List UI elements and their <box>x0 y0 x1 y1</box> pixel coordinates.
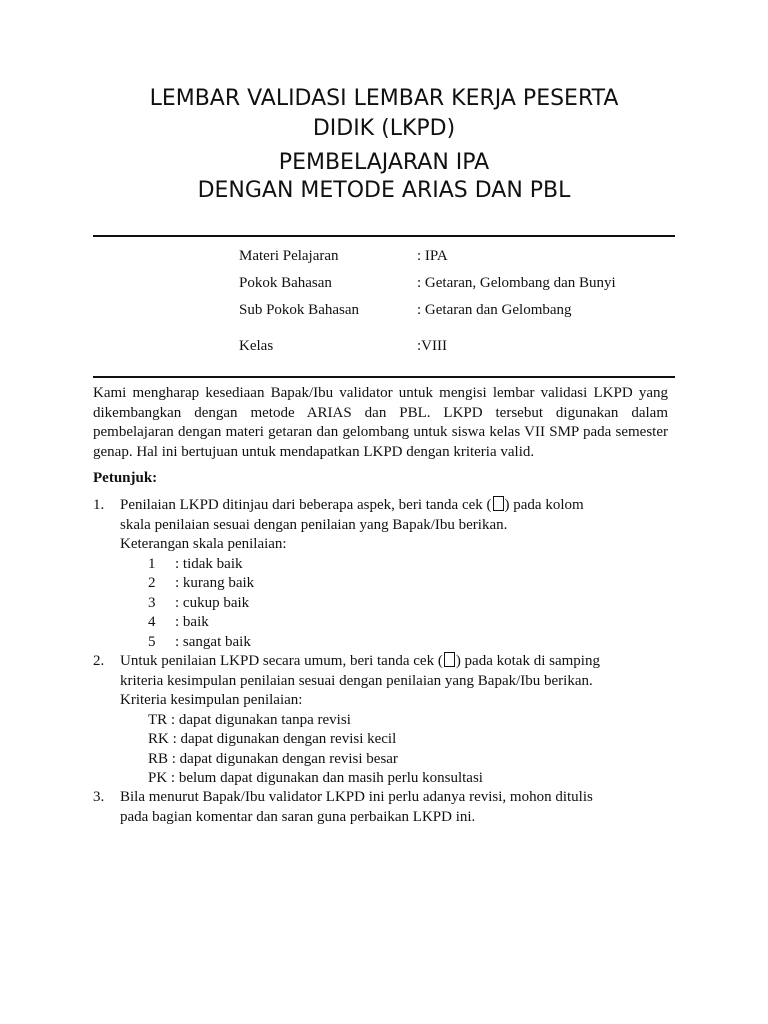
checkmark-icon <box>444 652 455 667</box>
info-value-kelas: :VIII <box>417 338 447 354</box>
document-subtitle-line-2: DENGAN METODE ARIAS DAN PBL <box>197 178 571 203</box>
scale-number: 3 <box>148 594 156 611</box>
scale-number: 5 <box>148 633 156 650</box>
scale-description: : kurang baik <box>175 575 255 591</box>
instructions-heading: Petunjuk: <box>93 470 158 486</box>
instruction-1-number: 1. <box>93 497 105 513</box>
instruction-1-line-1 <box>120 496 584 516</box>
top-divider <box>93 235 675 237</box>
document-subtitle-line-1: PEMBELAJARAN IPA <box>278 150 490 175</box>
scale-number: 4 <box>148 614 156 630</box>
instruction-3-line-2: pada bagian komentar dan saran guna perbaikan LKPD ini. <box>120 808 476 825</box>
instruction-1-line-2: skala penilaian sesuai dengan penilaian yang Bapak/Ibu berikan. <box>120 516 508 533</box>
instruction-3-number: 3. <box>93 789 105 805</box>
scale-number: 1 <box>148 555 156 572</box>
checkmark-icon <box>493 496 504 511</box>
instruction-1-text-b: ) pada kolom <box>504 497 584 513</box>
criteria-item: RB : dapat digunakan dengan revisi besar <box>148 750 398 767</box>
criteria-item: PK : belum dapat digunakan dan masih perlu konsultasi <box>148 770 483 786</box>
instruction-1-line-3: Keterangan skala penilaian: <box>120 536 287 552</box>
scale-description: : cukup baik <box>175 594 250 611</box>
bottom-divider <box>93 376 675 378</box>
instruction-2-text-a: Untuk penilaian LKPD secara umum, beri tanda cek ( <box>120 653 443 669</box>
instruction-2-line-1 <box>120 652 600 672</box>
intro-paragraph: Kami mengharap kesediaan Bapak/Ibu validator untuk mengisi lembar validasi LKPD yang dikembangkan dengan metode ARIAS dan PBL. LKPD tersebut digunakan dalam pembelajaran dengan materi getaran dan gelombang untuk siswa kelas VII SMP pada semester genap. Hal ini bertujuan untuk mendapatkan LKPD dengan kriteria valid. <box>93 385 668 460</box>
document-title-line-2: DIDIK (LKPD) <box>312 116 456 141</box>
document-title-line-1: LEMBAR VALIDASI LEMBAR KERJA PESERTA <box>149 86 619 111</box>
scale-description: : tidak baik <box>175 555 243 572</box>
criteria-item: RK : dapat digunakan dengan revisi kecil <box>148 731 397 747</box>
scale-description: : baik <box>175 614 209 630</box>
info-value-sub-pokok: : Getaran dan Gelombang <box>417 302 572 318</box>
instruction-2-number: 2. <box>93 653 105 669</box>
info-value-pokok: : Getaran, Gelombang dan Bunyi <box>417 275 616 291</box>
info-value-materi: : IPA <box>417 248 448 264</box>
info-label-kelas: Kelas <box>239 338 274 354</box>
instruction-3-line-1: Bila menurut Bapak/Ibu validator LKPD ini perlu adanya revisi, mohon ditulis <box>120 789 593 805</box>
instruction-1-text-a: Penilaian LKPD ditinjau dari beberapa aspek, beri tanda cek ( <box>120 497 492 513</box>
instruction-2-line-2: kriteria kesimpulan penilaian sesuai dengan penilaian yang Bapak/Ibu berikan. <box>120 672 593 689</box>
info-label-pokok: Pokok Bahasan <box>239 275 332 291</box>
info-label-materi: Materi Pelajaran <box>239 248 339 264</box>
instruction-2-line-3: Kriteria kesimpulan penilaian: <box>120 692 303 708</box>
scale-number: 2 <box>148 575 156 591</box>
criteria-item: TR : dapat digunakan tanpa revisi <box>148 711 351 728</box>
instruction-2-text-b: ) pada kotak di samping <box>455 653 600 669</box>
scale-description: : sangat baik <box>175 633 251 650</box>
info-label-sub-pokok: Sub Pokok Bahasan <box>239 302 359 318</box>
